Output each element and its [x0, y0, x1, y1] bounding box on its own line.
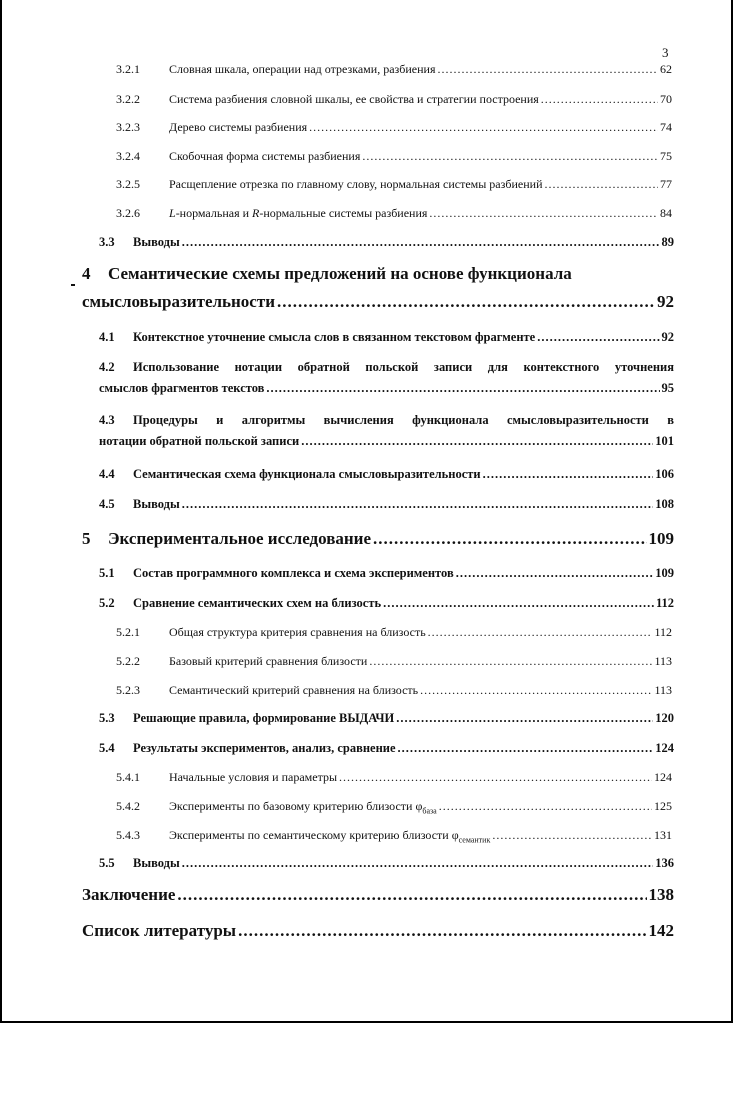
dot-leader — [339, 770, 652, 785]
dot-leader — [177, 885, 646, 905]
toc-entry-3-2-2[interactable] — [116, 92, 672, 107]
toc-entry-5-4[interactable] — [99, 741, 674, 756]
dot-leader — [437, 62, 658, 77]
toc-entry-page: 74 — [660, 120, 672, 134]
toc-entry-page: 125 — [654, 799, 672, 813]
toc-entry-page: 77 — [660, 177, 672, 191]
toc-entry-number: 3.2.4 — [116, 149, 140, 163]
toc-entry-title: Выводы — [133, 497, 180, 511]
dot-leader — [383, 596, 654, 611]
toc-entry-page: 95 — [661, 381, 674, 395]
toc-entry-number: 5.2.2 — [116, 654, 140, 668]
toc-entry-title: Общая структура критерия сравнения на близость — [169, 625, 426, 639]
toc-entry-number: 4 — [82, 264, 91, 283]
toc-entry-title — [169, 828, 490, 844]
toc-entry-page: 70 — [660, 92, 672, 106]
toc-entry-5-2-3[interactable] — [116, 683, 672, 698]
dot-leader — [398, 741, 654, 756]
toc-entry-4-4[interactable] — [99, 467, 674, 482]
toc-entry-title: Решающие правила, формирование ВЫДАЧИ — [133, 711, 395, 725]
dot-leader — [483, 467, 654, 482]
toc-entry-title: Система разбиения словной шкалы, ее свойства и стратегии построения — [169, 92, 539, 106]
toc-entry-title: Результаты экспериментов, анализ, сравнение — [133, 741, 396, 755]
dot-leader — [182, 235, 660, 250]
toc-entry-page: 101 — [655, 434, 674, 448]
toc-entry-page: 106 — [655, 467, 674, 481]
toc-entry-title: Выводы — [133, 235, 180, 249]
title-part: -нормальная и — [175, 206, 253, 220]
toc-entry-page: 112 — [655, 596, 674, 610]
dot-leader — [238, 921, 646, 941]
toc-entry-title-cont: нотации обратной польской записи — [99, 434, 300, 448]
dot-leader — [182, 497, 654, 512]
toc-entry-number: 3.2.2 — [116, 92, 140, 106]
title-part: -нормальные системы разбиения — [259, 206, 428, 220]
toc-entry-3-2-4[interactable] — [116, 149, 672, 164]
toc-entry-page: 89 — [661, 235, 674, 249]
toc-entry-3-2-1[interactable] — [116, 62, 672, 77]
toc-entry-page: 108 — [655, 497, 674, 511]
title-part: Эксперименты по семантическому критерию близости φ — [169, 828, 459, 842]
toc-entry-number: 4.3 — [99, 413, 115, 427]
toc-entry-page: 138 — [648, 885, 674, 904]
toc-entry-4-2[interactable] — [99, 360, 674, 396]
title-italic-r: R — [252, 206, 260, 220]
dot-leader — [541, 92, 658, 107]
phi-subscript: семантик — [458, 835, 491, 845]
toc-entry-title: Использование нотации обратной польской записи для контекстного уточнения — [133, 360, 674, 374]
toc-entry-3-2-3[interactable] — [116, 120, 672, 135]
toc-entry-title: Экспериментальное исследование — [108, 529, 372, 548]
toc-entry-title: Дерево системы разбиения — [169, 120, 308, 134]
toc-entry-5-3[interactable] — [99, 711, 674, 726]
toc-entry-page: 92 — [661, 330, 674, 344]
toc-entry-4[interactable] — [82, 264, 674, 312]
toc-entry-number: 5.1 — [99, 566, 115, 580]
toc-entry-title: Расщепление отрезка по главному слову, нормальная системы разбиений — [169, 177, 543, 191]
toc-entry-number: 4.2 — [99, 360, 115, 374]
toc-entry-3-2-5[interactable] — [116, 177, 672, 192]
toc-entry-3-3[interactable] — [99, 235, 674, 250]
toc-entry-number: 3.3 — [99, 235, 115, 249]
dot-leader — [309, 120, 658, 135]
toc-entry-page: 136 — [655, 856, 674, 870]
toc-entry-5-5[interactable] — [99, 856, 674, 871]
toc-entry-title-cont: смыслов фрагментов текстов — [99, 381, 265, 395]
toc-entry-number: 5 — [82, 529, 91, 548]
toc-entry-title — [169, 206, 427, 221]
toc-entry-number: 5.4.3 — [116, 828, 140, 842]
toc-entry-number: 4.5 — [99, 497, 115, 511]
toc-entry-page: 109 — [655, 566, 674, 580]
toc-entry-number: 4.4 — [99, 467, 115, 481]
toc-entry-page: 124 — [655, 741, 674, 755]
title-italic-l: L — [169, 206, 176, 220]
toc-entry-title: Выводы — [133, 856, 180, 870]
toc-entry-title: Сравнение семантических схем на близость — [133, 596, 382, 610]
toc-entry-page: 120 — [655, 711, 674, 725]
page-number: 3 — [662, 45, 669, 60]
toc-entry-number: 5.4 — [99, 741, 115, 755]
toc-entry-number: 4.1 — [99, 330, 115, 344]
dot-leader — [182, 856, 654, 871]
toc-entry-title: Состав программного комплекса и схема экспериментов — [133, 566, 454, 580]
toc-entry-page: 109 — [648, 529, 674, 548]
toc-entry-title: Заключение — [82, 885, 176, 904]
toc-entry-number: 3.2.6 — [116, 206, 140, 220]
toc-entry-4-5[interactable] — [99, 497, 674, 512]
toc-entry-title: Базовый критерий сравнения близости — [169, 654, 368, 668]
toc-entry-page: 142 — [648, 921, 674, 940]
toc-entry-title: Семантические схемы предложений на основе функционала — [108, 264, 572, 283]
toc-entry-page: 112 — [654, 625, 672, 639]
toc-entry-number: 3.2.1 — [116, 62, 140, 76]
toc-entry-title-cont: смысловыразительности — [82, 292, 276, 311]
title-part: Эксперименты по базовому критерию близости φ — [169, 799, 423, 813]
dot-leader — [537, 330, 659, 345]
dot-leader — [266, 381, 659, 396]
toc-entry-number: 3.2.3 — [116, 120, 140, 134]
toc-entry-title: Начальные условия и параметры — [169, 770, 338, 784]
dot-leader — [420, 683, 652, 698]
toc-entry-page: 62 — [660, 62, 672, 76]
scan-artifact — [71, 284, 75, 286]
phi-subscript: база — [422, 806, 437, 816]
toc-entry-title: Контекстное уточнение смысла слов в связанном текстовом фрагменте — [133, 330, 536, 344]
toc-entry-title: Список литературы — [82, 921, 237, 940]
toc-entry-5-2[interactable] — [99, 596, 674, 611]
dot-leader — [373, 529, 646, 549]
dot-leader — [492, 828, 652, 843]
dot-leader — [369, 654, 652, 669]
dot-leader — [545, 177, 659, 192]
dot-leader — [277, 292, 655, 312]
toc-entry-number: 5.2 — [99, 596, 115, 610]
toc-entry-5[interactable] — [82, 529, 674, 549]
toc-entry-title: Процедуры и алгоритмы вычисления функционала смысловыразительности в — [133, 413, 674, 427]
toc-entry-4-1[interactable] — [99, 330, 674, 345]
toc-entry-title: Семантический критерий сравнения на близость — [169, 683, 419, 697]
toc-entry-title: Семантическая схема функционала смысловыразительности — [133, 467, 481, 481]
dot-leader — [429, 206, 658, 221]
toc-entry-5-1[interactable] — [99, 566, 674, 581]
dot-leader — [439, 799, 652, 814]
toc-entry-number: 5.2.3 — [116, 683, 140, 697]
toc-entry-5-4-3[interactable] — [116, 828, 672, 844]
toc-entry-4-3[interactable] — [99, 413, 674, 449]
dot-leader — [362, 149, 658, 164]
toc-entry-page: 131 — [654, 828, 672, 842]
dot-leader — [396, 711, 653, 726]
toc-entry-conclusion[interactable] — [82, 885, 674, 905]
dot-leader — [456, 566, 654, 581]
toc-entry-number: 3.2.5 — [116, 177, 140, 191]
toc-entry-number: 5.4.2 — [116, 799, 140, 813]
toc-entry-number: 5.2.1 — [116, 625, 140, 639]
toc-entry-title: Скобочная форма системы разбиения — [169, 149, 361, 163]
toc-entry-number: 5.4.1 — [116, 770, 140, 784]
toc-entry-references[interactable] — [82, 921, 674, 941]
toc-entry-page: 84 — [660, 206, 672, 220]
toc-entry-5-4-1[interactable] — [116, 770, 672, 785]
toc-entry-page: 113 — [654, 683, 672, 697]
toc-entry-title: Словная шкала, операции над отрезками, разбиения — [169, 62, 436, 76]
toc-entry-page: 92 — [657, 292, 674, 311]
toc-entry-number: 5.5 — [99, 856, 115, 870]
toc-entry-title — [169, 799, 437, 815]
toc-entry-5-2-1[interactable] — [116, 625, 672, 640]
toc-entry-5-2-2[interactable] — [116, 654, 672, 669]
dot-leader — [428, 625, 653, 640]
toc-entry-number: 5.3 — [99, 711, 115, 725]
toc-entry-3-2-6[interactable] — [116, 206, 672, 221]
toc-entry-page: 75 — [660, 149, 672, 163]
toc-entry-5-4-2[interactable] — [116, 799, 672, 815]
dot-leader — [301, 434, 653, 449]
toc-entry-page: 113 — [654, 654, 672, 668]
toc-entry-page: 124 — [654, 770, 672, 784]
